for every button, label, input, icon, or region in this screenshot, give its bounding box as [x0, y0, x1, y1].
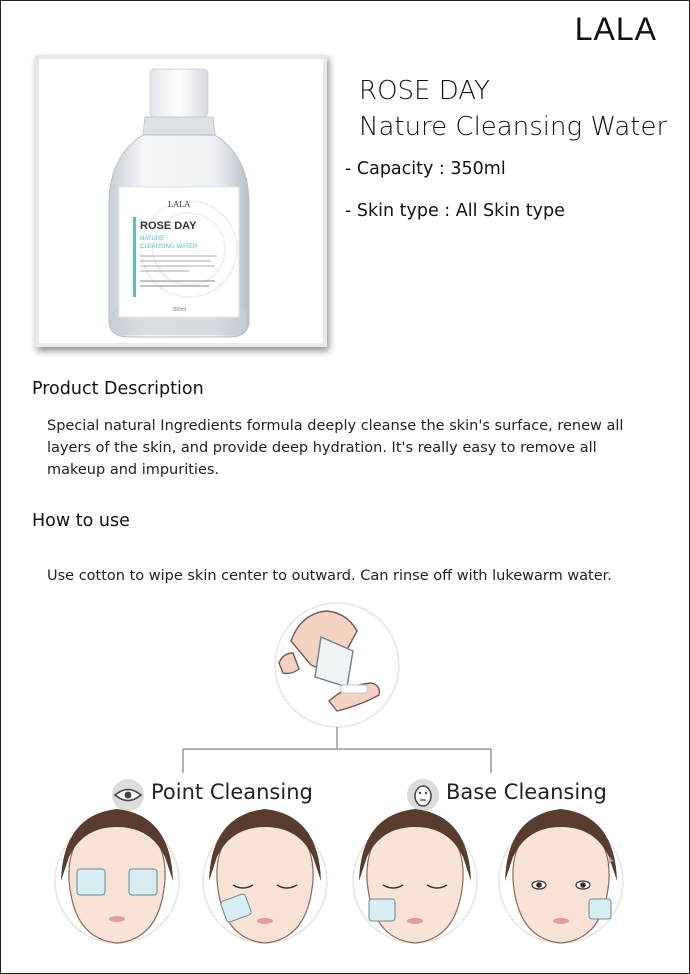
bottle-sub2: CLEANSING WATER — [140, 244, 198, 250]
skin-type-spec: - Skin type : All Skin type — [345, 201, 565, 221]
bottle-name: ROSE DAY — [140, 220, 197, 232]
description-text: Special natural Ingredients formula deeply cleanse the skin's surface, renew all layers of the skin, and provide deep hydration. It's really easy to remove all makeup and impurities. — [47, 418, 624, 478]
base-cleansing-label: Base Cleansing — [446, 780, 607, 804]
face-step-2 — [203, 809, 327, 943]
brand-logo: LALA — [574, 11, 657, 47]
point-cleansing-label: Point Cleansing — [151, 780, 313, 804]
apply-to-cotton-illustration — [275, 603, 399, 727]
product-title-line-2: Nature Cleansing Water — [359, 112, 668, 142]
capacity-spec: - Capacity : 350ml — [345, 159, 506, 179]
description-heading: Product Description — [32, 379, 204, 399]
product-title — [359, 73, 667, 145]
how-to-use-heading: How to use — [32, 511, 130, 531]
bottle-illustration — [39, 59, 323, 343]
face-step-3 — [353, 809, 477, 943]
face-mask-icon — [407, 779, 439, 811]
product-title-line-1: ROSE DAY — [359, 76, 490, 106]
face-step-1 — [55, 809, 179, 943]
eye-icon — [112, 779, 144, 811]
bottle-volume: 350ml — [172, 307, 186, 313]
product-photo — [35, 55, 327, 347]
how-to-use-text: Use cotton to wipe skin center to outward. Can rinse off with lukewarm water. — [47, 568, 612, 584]
bottle-sub1: NATURE — [140, 236, 165, 242]
face-step-4 — [499, 809, 623, 943]
svg-text:✦: ✦ — [605, 854, 616, 868]
bottle-brand: LALA — [167, 200, 191, 209]
